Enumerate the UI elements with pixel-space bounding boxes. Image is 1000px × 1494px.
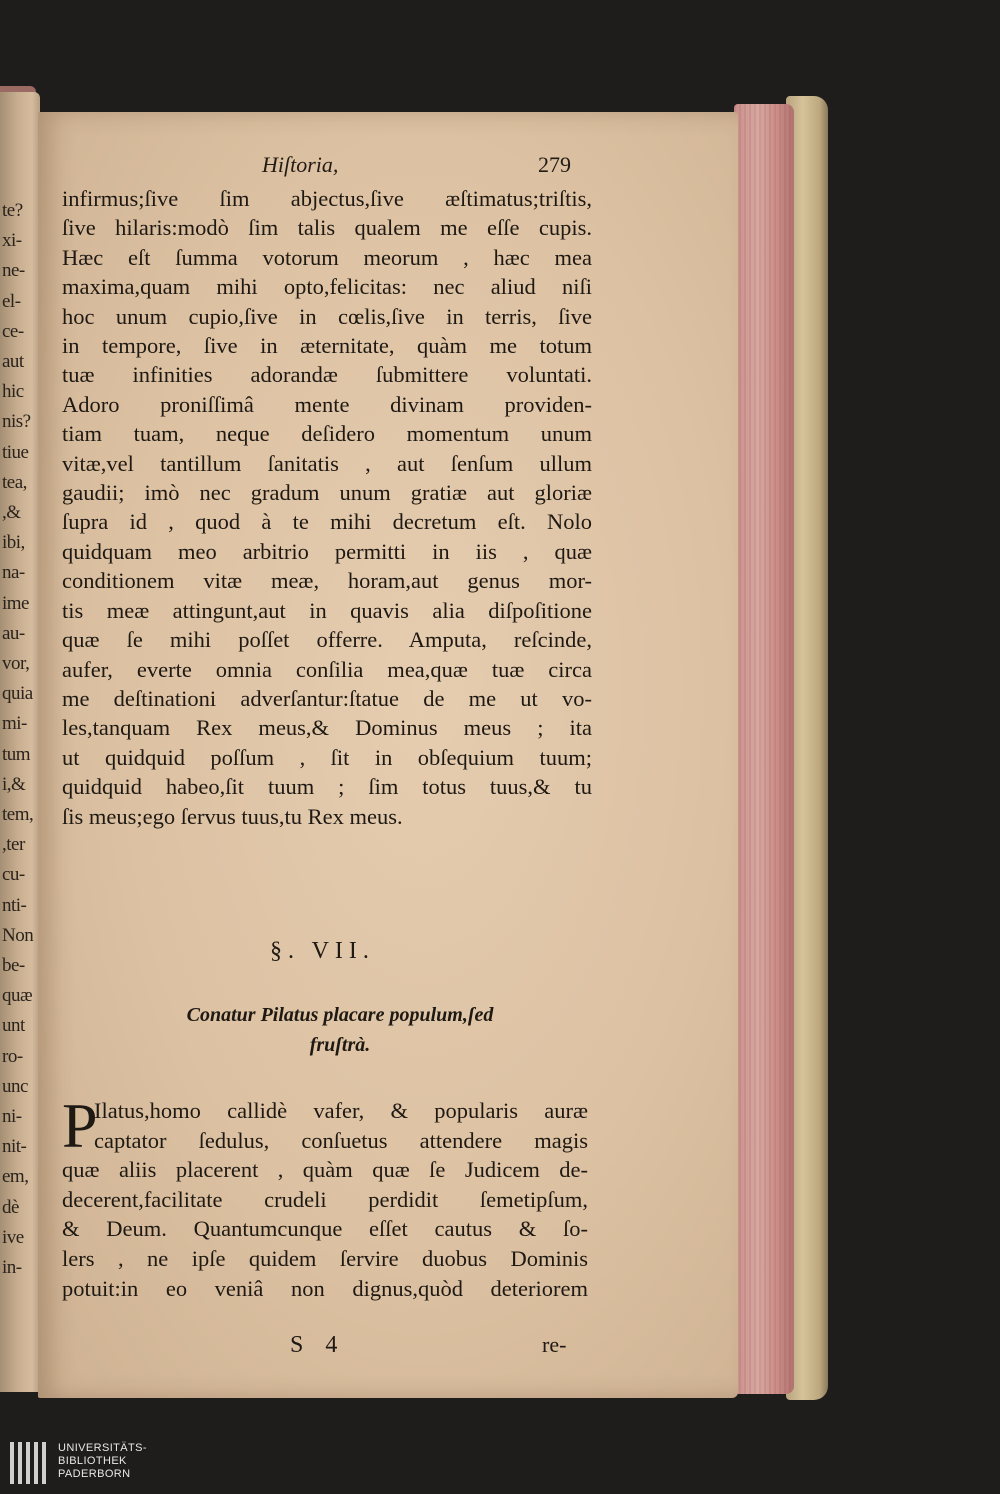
text-line: decerent,facilitate crudeli perdidit ſemetipſum, (62, 1186, 588, 1212)
text-line: infirmus;ſive ſim abjectus,ſive æſtimatus;triſtis, (62, 186, 592, 211)
left-margin-fragment: el- (2, 290, 21, 312)
text-line: maxima,quam mihi opto,felicitas: nec aliud niſi (62, 274, 592, 300)
left-margin-fragment: ive (2, 1226, 24, 1248)
text-line: ſis meus;ego ſervus tuus,tu Rex meus. (62, 803, 403, 829)
text-line: hoc unum cupio,ſive in cœlis,ſive in terris, ſive (62, 303, 592, 329)
paragraph-1 (62, 184, 592, 831)
text-line: quæ aliis placerent , quàm quæ ſe Judicem de- (62, 1157, 588, 1183)
text-line: gaudii; imò nec gradum unum gratiæ aut gloriæ (62, 480, 592, 506)
text-line: in tempore, ſive in æternitate, quàm me totum (62, 333, 592, 359)
left-margin-fragment: tem, (2, 804, 34, 825)
left-margin-fragment: ro- (2, 1045, 23, 1067)
text-line: tis meæ attingunt,aut in quavis alia diſpoſitione (62, 597, 592, 623)
left-margin-fragment: ni- (2, 1106, 22, 1127)
left-margin-fragment: xi- (2, 230, 22, 252)
catchword: re- (542, 1332, 567, 1357)
left-margin-fragment: cu- (2, 864, 25, 886)
text-line: captator ſedulus, conſuetus attendere magis (94, 1127, 588, 1153)
left-margin-fragment: tea, (2, 471, 27, 493)
left-margin-fragment: nti- (2, 894, 27, 916)
library-name-line: BIBLIOTHEK (58, 1455, 127, 1467)
text-line: conditionem vitæ meæ, horam,aut genus mor- (62, 568, 592, 594)
section-heading-line: fruſtrà. (309, 1034, 371, 1056)
left-margin-fragment: em, (2, 1166, 29, 1188)
text-line: aufer, everte omnia conſilia mea,quæ tuæ circa (62, 656, 592, 682)
left-margin-fragment: hic (2, 381, 24, 403)
left-margin-fragment: ,& (2, 502, 21, 523)
text-line: ſupra id , quod à te mihi decretum eſt. Nolo (62, 509, 592, 535)
left-margin-fragment: tum (2, 743, 31, 765)
running-title: Hiſtoria, (262, 152, 339, 177)
text-line: & Deum. Quantumcunque eſſet cautus & ſo- (62, 1216, 588, 1242)
text-line: tuæ infinities adorandæ ſubmittere voluntati. (62, 362, 592, 388)
text-line: tiam tuam, neque deſidero momentum unum (62, 421, 592, 447)
section-heading-line: Conatur Pilatus placare populum,ſed (186, 1004, 494, 1026)
left-margin-fragment: ibi, (2, 532, 25, 554)
left-margin-fragment: ,ter (2, 834, 25, 856)
left-margin-fragment: quia (2, 683, 33, 705)
text-line: lers , ne ipſe quidem ſervire duobus Dominis (62, 1245, 588, 1271)
left-margin-fragment: vor, (2, 653, 30, 674)
text-line: me deſtinationi adverſantur:ſtatue de me ut vo- (62, 685, 592, 711)
left-margin-fragment: ne- (2, 260, 25, 282)
text-line: potuit:in eo veniâ non dignus,quòd deteriorem (62, 1275, 588, 1301)
left-margin-fragment: quæ (2, 985, 33, 1007)
left-margin-fragment: in- (2, 1257, 22, 1278)
left-margin-fragment: na- (2, 562, 25, 584)
page-number: 279 (538, 152, 571, 177)
page-fore-edge (734, 104, 794, 1394)
left-margin-fragment: nit- (2, 1136, 27, 1158)
left-margin-fragment: i,& (2, 773, 26, 795)
library-name-line: PADERBORN (58, 1468, 131, 1480)
text-line: quæ ſe mihi poſſet offerre. Amputa, reſcinde, (62, 627, 592, 653)
left-margin-fragment: aut (2, 351, 24, 372)
left-margin-fragment: mi- (2, 713, 27, 735)
left-margin-fragment: tiue (2, 441, 29, 463)
page-footer (0, 1332, 1000, 1368)
text-line: ſive hilaris:modò ſim talis qualem me eſſe cupis. (62, 215, 592, 241)
library-brand-bar (0, 1430, 1000, 1494)
left-margin-fragment: dè (2, 1196, 19, 1218)
left-margin-fragment: be- (2, 955, 25, 976)
left-margin-fragment: au- (2, 622, 25, 644)
text-line: Adoro proniſſimâ mente divinam providen- (62, 391, 592, 417)
text-line: vitæ,vel tantillum ſanitatis , aut ſenſum ullum (62, 450, 592, 476)
text-line: quidquam meo arbitrio permitti in iis , quæ (62, 538, 592, 564)
left-page-edge (0, 92, 40, 1392)
left-margin-fragment: nis? (2, 411, 31, 433)
left-margin-fragment: Non (2, 924, 34, 946)
signature-mark: S 4 (290, 1332, 346, 1358)
paragraph-2 (62, 1090, 588, 1303)
left-margin-fragment: unt (2, 1015, 25, 1037)
text-line: quidquid habeo,ſit tuum ; ſim totus tuus,& tu (62, 774, 592, 800)
section-number: §. VII. (270, 938, 375, 964)
section-heading (120, 1000, 560, 1060)
left-margin-fragment: ime (2, 592, 29, 614)
library-logo-icon (10, 1442, 50, 1484)
text-line: Hæc eſt ſumma votorum meorum , hæc mea (62, 244, 592, 270)
library-name-line: UNIVERSITÄTS- (58, 1442, 147, 1454)
text-line: les,tanquam Rex meus,& Dominus meus ; ita (62, 715, 592, 741)
left-margin-fragment: te? (2, 200, 23, 221)
left-margin-fragment: ce- (2, 320, 24, 342)
text-line: Ilatus,homo callidè vafer, & popularis auræ (94, 1098, 588, 1123)
drop-capital: P (62, 1090, 98, 1161)
left-margin-fragment: unc (2, 1075, 28, 1097)
text-line: ut quidquid poſſum , ſit in obſequium tuum; (62, 744, 592, 770)
library-name (58, 1442, 147, 1481)
